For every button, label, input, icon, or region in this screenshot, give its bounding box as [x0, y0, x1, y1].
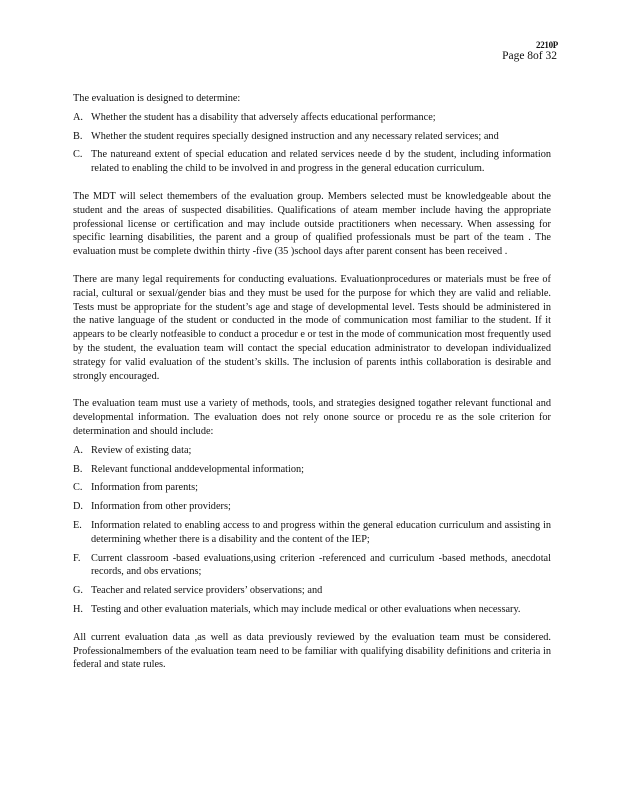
list-text: Relevant functional anddevelopmental information;: [91, 463, 305, 475]
include-list: [73, 444, 551, 617]
list-text: Testing and other evaluation materials, which may include medical or other evaluations when necessary.: [91, 603, 521, 615]
determine-list: [73, 111, 551, 176]
list-text: Information related to enabling access to and progress within the general education curriculum and assisting in determining whether there is a disability and the content of the IEP;: [91, 519, 551, 545]
list-item: [73, 519, 551, 547]
intro-text: The evaluation is designed to determine:: [73, 93, 241, 104]
list-item: [73, 603, 551, 617]
paragraph-mdt: The MDT will select themembers of the evaluation group. Members selected must be knowledgeable about the student and the areas of suspected disabilities. Qualifications of ateam member include having the appropriate professional license or certification and may include outside practitioners when necessary. When assessing for specific learning disabilities, the parent and a group of qualified professionals must be part of the team . The evaluation must be complete dwithin thirty -five (35 )school days after parent consent has been received .: [73, 190, 551, 258]
list-text: Whether the student has a disability that adversely affects educational performance;: [91, 111, 436, 123]
list-item: [73, 584, 551, 598]
paragraph-current-data: All current evaluation data ,as well as data previously reviewed by the evaluation team must be considered. Professionalmembers of the evaluation team need to be familiar with qualifying disability definitions and criteria in federal and state rules.: [73, 631, 551, 671]
list-letter: E.: [73, 519, 82, 531]
list-letter: C.: [73, 149, 83, 161]
list-letter: H.: [73, 603, 84, 615]
paragraph-legal-requirements: There are many legal requirements for conducting evaluations. Evaluationprocedures or materials must be free of racial, cultural or sexual/gender bias and they must be used for the purpose for which they are valid and reliable. Tests must be appropriate for the student’s age and stage of developmental level. Tests should be administered in the native language of the student or conducted in the mode of communication most familiar to the student. If it appears to be clearly notfeasible to conduct a procedur e or test in the mode of communication most frequently used by the student, the evaluation team will contact the special education administrator to developan individualized strategy for valid evaluation of the student’s skills. The inclusion of parents inthis collaboration is desirable and strongly encouraged.: [73, 273, 551, 382]
list-text: Information from parents;: [91, 482, 198, 494]
list-item: [73, 148, 551, 176]
list-text: Teacher and related service providers’ observations; and: [91, 585, 323, 597]
list-item: [73, 463, 551, 477]
list-item: [73, 500, 551, 514]
list-item: [73, 552, 551, 580]
document-body: [73, 92, 551, 686]
list-letter: A.: [73, 444, 84, 456]
list-text: The natureand extent of special education and related services neede d by the student, including information related to enabling the child to be involved in and progress in the general education curriculum.: [91, 149, 551, 175]
list-letter: C.: [73, 482, 83, 494]
list-text: Review of existing data;: [91, 444, 192, 456]
document-code: 2210P: [536, 40, 558, 50]
list-text: Whether the student requires specially designed instruction and any necessary related services; and: [91, 130, 499, 142]
list-letter: B.: [73, 463, 83, 475]
list-letter: A.: [73, 111, 84, 123]
list-letter: B.: [73, 130, 83, 142]
list-letter: F.: [73, 552, 81, 564]
list-item: [73, 444, 551, 458]
list-item: [73, 481, 551, 495]
list-text: Current classroom -based evaluations,using criterion -referenced and curriculum -based methods, anecdotal records, and obs ervations;: [91, 552, 551, 578]
paragraph-evaluation-team: The evaluation team must use a variety of methods, tools, and strategies designed togather relevant functional and developmental information. The evaluation does not rely onone source or procedu re as the sole criterion for determination and should include:: [73, 398, 551, 437]
list-item: [73, 130, 551, 144]
list-letter: D.: [73, 501, 84, 513]
list-text: Information from other providers;: [91, 501, 231, 513]
list-item: [73, 111, 551, 125]
list-letter: G.: [73, 585, 84, 597]
page-number: Page 8of 32: [502, 50, 557, 62]
